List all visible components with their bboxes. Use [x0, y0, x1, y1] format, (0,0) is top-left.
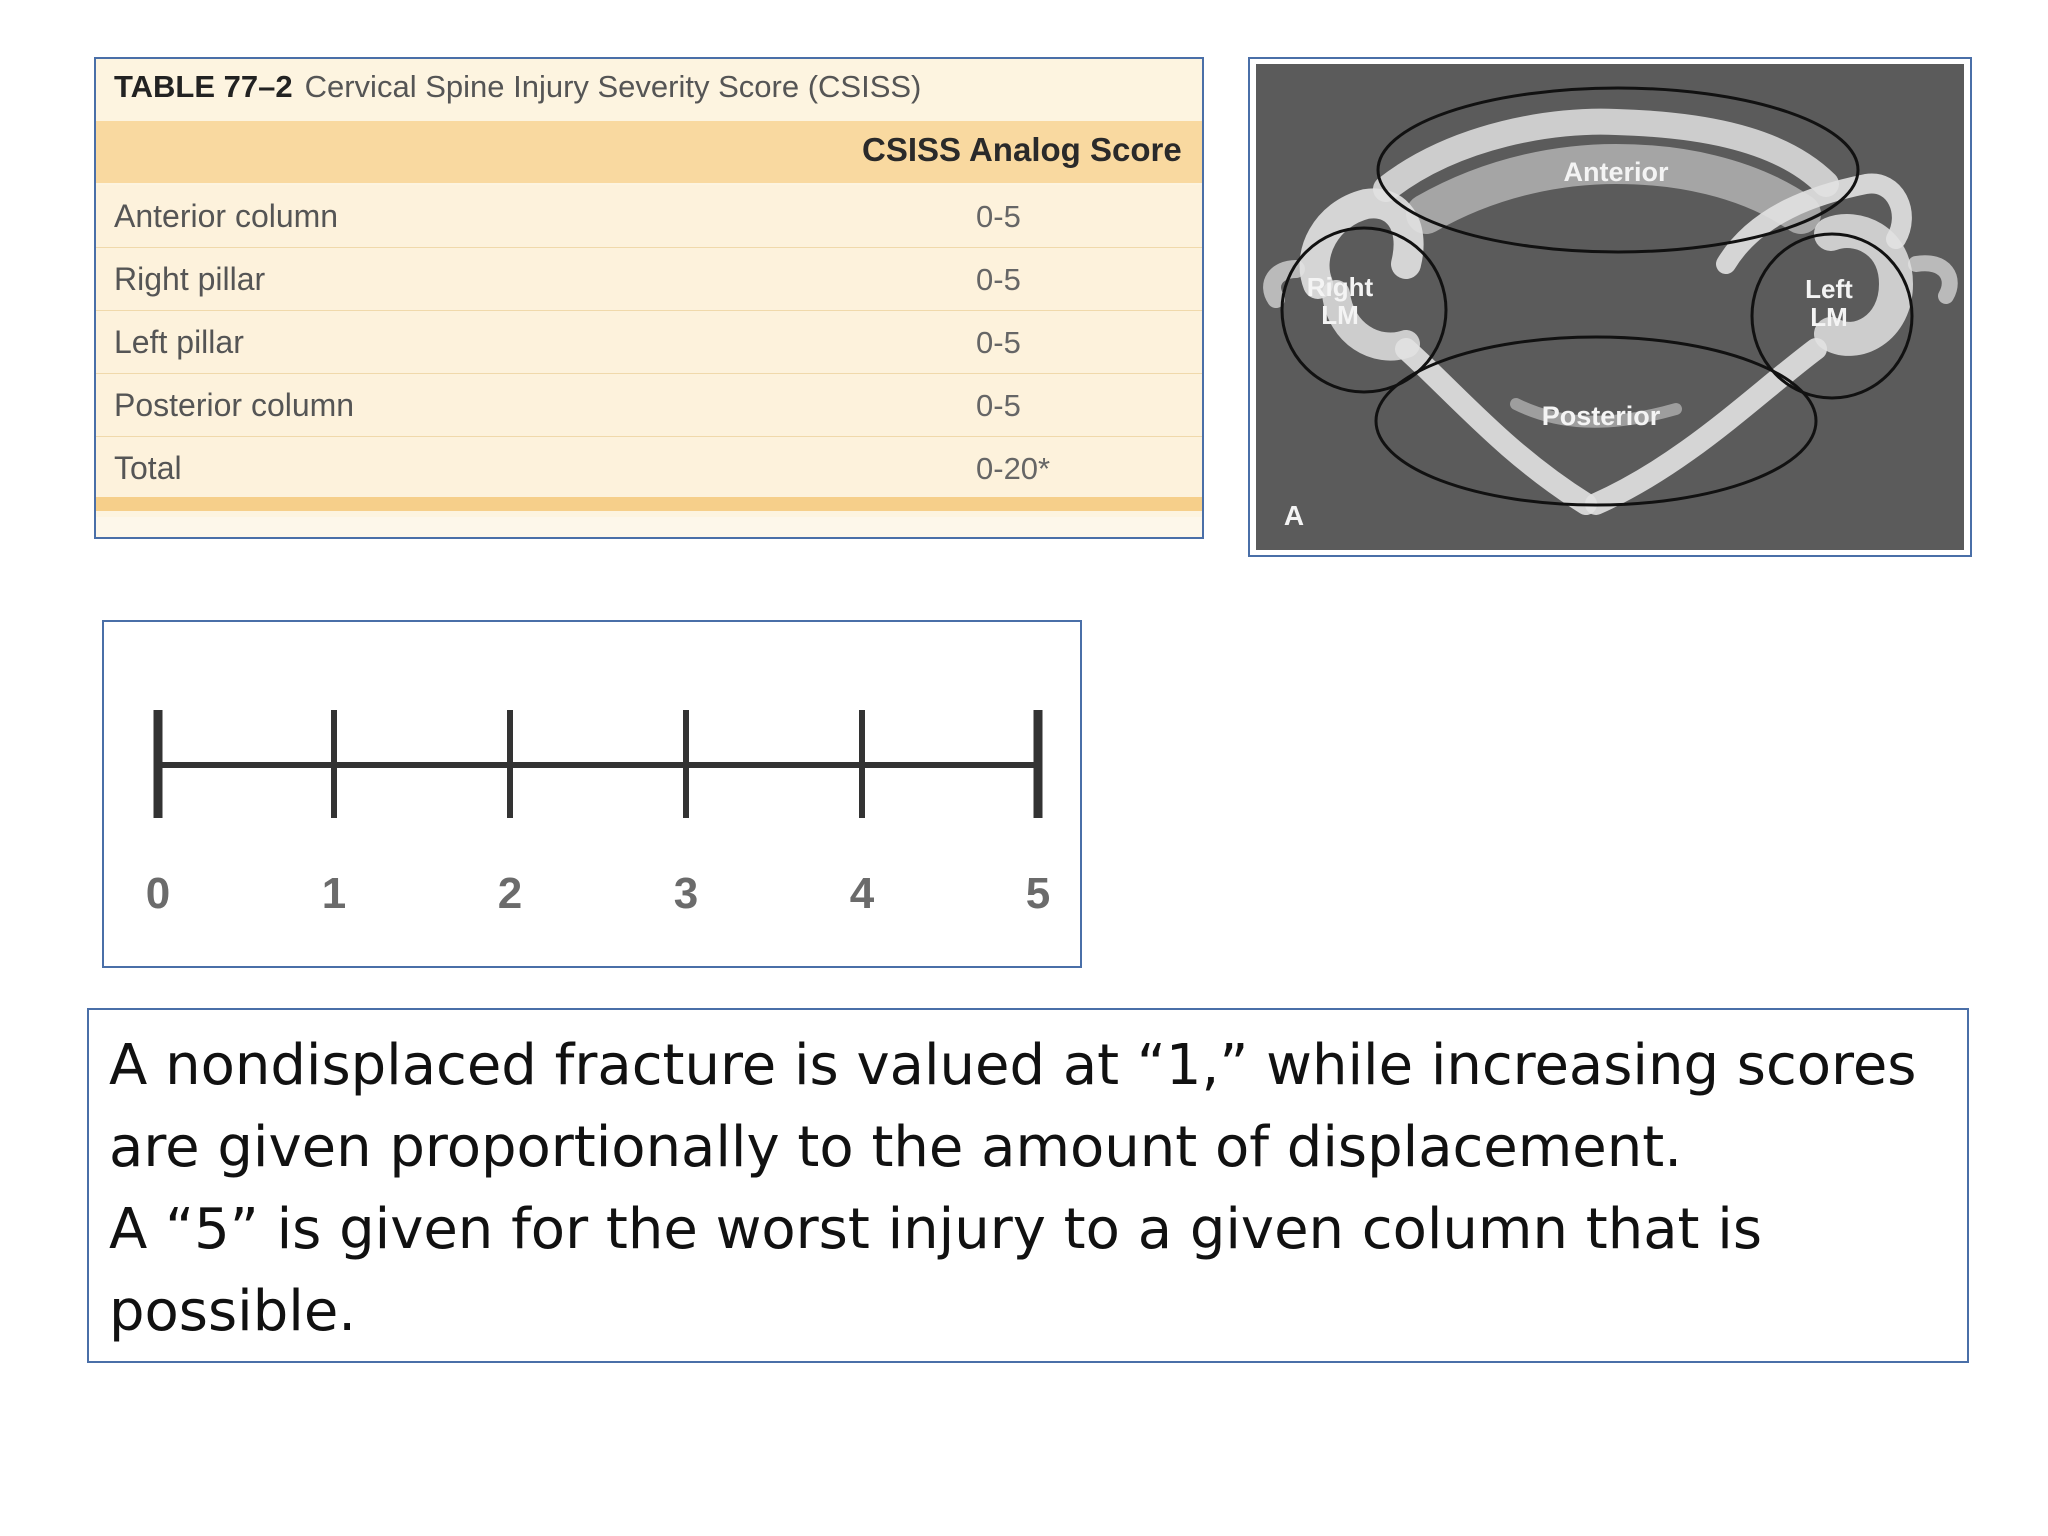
description-box: [87, 1008, 1969, 1363]
table-caption: [114, 69, 921, 105]
description-line-2: are given proportionally to the amount of displacement.: [109, 1115, 1683, 1180]
scale-tick-label-0: 0: [145, 869, 171, 918]
row-value: 0-5: [976, 388, 1021, 423]
description-line-1: A nondisplaced fracture is valued at “1,” while increasing scores: [109, 1033, 1917, 1098]
table-footer-band: [96, 497, 1202, 511]
scale-tick-label-1: 1: [321, 869, 347, 918]
table-footnote-strip: [96, 517, 1202, 539]
table-row: [96, 374, 1202, 438]
row-value: 0-20*: [976, 451, 1051, 486]
csiss-table: [94, 57, 1204, 539]
row-label: Right pillar: [114, 261, 266, 297]
label-right-lm-line2: LM: [1321, 300, 1359, 330]
table-row-total: [96, 437, 1202, 499]
column-header-score: CSISS Analog Score: [862, 131, 1182, 168]
table-number: TABLE 77–2: [114, 69, 293, 104]
row-label: Posterior column: [114, 387, 355, 423]
table-row: [96, 311, 1202, 375]
vertebra-figure: [1248, 57, 1972, 557]
label-anterior: Anterior: [1563, 157, 1669, 187]
label-posterior: Posterior: [1541, 401, 1661, 431]
label-right-lm-line1: Right: [1306, 272, 1374, 302]
table-title: Cervical Spine Injury Severity Score (CSISS): [304, 69, 922, 104]
table-header-row: [96, 121, 1202, 183]
scale-tick-label-4: 4: [849, 869, 875, 918]
table-row: [96, 185, 1202, 249]
scale-tick-label-5: 5: [1025, 869, 1051, 918]
vertebra-ct-image: [1256, 64, 1964, 550]
scale-tick-label-3: 3: [673, 869, 699, 918]
analog-scale: [102, 620, 1082, 968]
table-row: [96, 248, 1202, 312]
label-left-lm-line1: Left: [1805, 274, 1853, 304]
description-line-3: A “5” is given for the worst injury to a given column that is: [109, 1197, 1763, 1262]
row-value: 0-5: [976, 325, 1021, 360]
row-label: Anterior column: [114, 198, 339, 234]
label-left-lm-line2: LM: [1810, 302, 1848, 332]
row-label: Total: [114, 450, 182, 486]
figure-panel-letter: A: [1283, 500, 1305, 531]
row-value: 0-5: [976, 262, 1021, 297]
scale-tick-label-2: 2: [497, 869, 523, 918]
scale-graphic: [104, 622, 1080, 966]
ct-background: [1256, 64, 1964, 550]
row-value: 0-5: [976, 199, 1021, 234]
row-label: Left pillar: [114, 324, 244, 360]
description-line-4: possible.: [109, 1279, 357, 1344]
